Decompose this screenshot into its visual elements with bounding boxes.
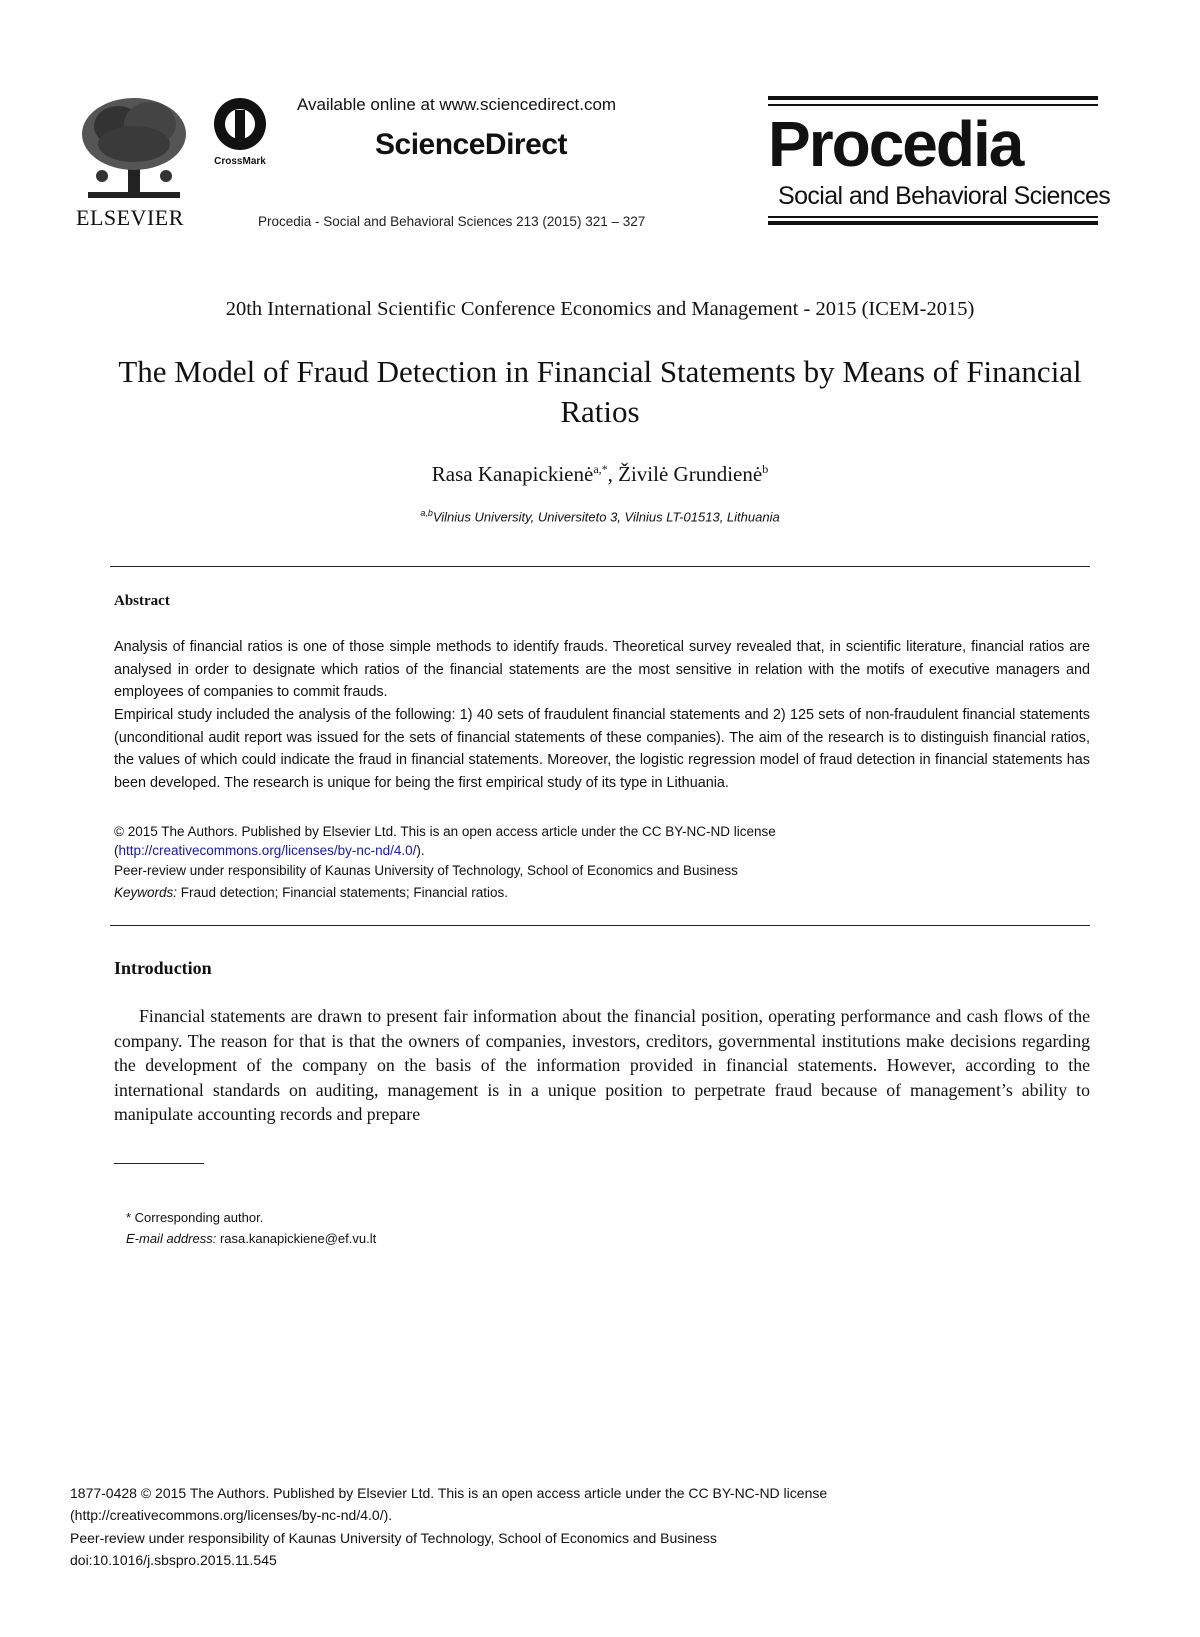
procedia-top-rule-thin bbox=[768, 104, 1098, 106]
abstract-paragraph: Analysis of financial ratios is one of those simple methods to identify frauds. Theoretical survey revealed that, in scientific literature, financial ratios are analysed in order to designate which ratios of the financial statements are the most sensitive in relation with the motifs of executive managers and employees of companies to commit frauds. bbox=[114, 639, 1090, 700]
abstract-paragraph: Empirical study included the analysis of the following: 1) 40 sets of fraudulent financial statements and 2) 125 sets of non-fraudulent financial statements (unconditional audit report was issued for the sets of financial statements of these companies). The aim of the research is to distinguish financial ratios, the values of which could indicate the fraud in financial statements. Moreover, the logistic regression model of fraud detection in financial statements has been developed. The research is unique for being the first empirical study of its type in Lithuania. bbox=[114, 707, 1090, 791]
author-separator: , bbox=[607, 462, 619, 486]
author-list bbox=[0, 462, 1200, 487]
introduction-paragraph: Financial statements are drawn to present fair information about the financial position, operating performance and cash flows of the company. The reason for that is that the owners of companies, investors, creditors, governmental institutions make decisions regarding the development of the company on the basis of the information provided in financial statements. However, according to the international standards on auditing, management is in a unique position to perpetrate fraud because of management’s ability to manipulate accounting records and prepare bbox=[114, 1006, 1090, 1125]
author-mark: b bbox=[762, 462, 769, 476]
footer-license-line: (http://creativecommons.org/licenses/by-nc-nd/4.0/). bbox=[70, 1507, 393, 1523]
footnote-rule bbox=[114, 1163, 204, 1164]
elsevier-tree-logo bbox=[78, 96, 190, 202]
abstract-bottom-rule bbox=[110, 925, 1090, 926]
keywords-label: Keywords: bbox=[114, 885, 178, 900]
elsevier-wordmark: ELSEVIER bbox=[76, 205, 184, 230]
introduction-heading: Introduction bbox=[114, 958, 212, 978]
footer-peer-review: Peer-review under responsibility of Kaunas University of Technology, School of Economics and Business bbox=[70, 1530, 717, 1546]
crossmark-label: CrossMark bbox=[214, 156, 266, 167]
affiliation bbox=[0, 508, 1200, 524]
copyright-line: © 2015 The Authors. Published by Elsevier Ltd. This is an open access article under the CC BY-NC-ND license bbox=[114, 824, 776, 839]
conference-name: 20th International Scientific Conference Economics and Management - 2015 (ICEM-2015) bbox=[225, 298, 975, 320]
paper-title: The Model of Fraud Detection in Financial Statements by Means of Financial Ratios bbox=[118, 354, 1082, 429]
corresponding-author-note: * Corresponding author. bbox=[126, 1210, 264, 1225]
procedia-bottom-rule-thin bbox=[768, 216, 1098, 218]
footer-doi: doi:10.1016/j.sbspro.2015.11.545 bbox=[70, 1552, 277, 1568]
procedia-bottom-rule bbox=[768, 221, 1098, 225]
procedia-brand-subtitle: Social and Behavioral Sciences bbox=[778, 182, 1111, 210]
keywords-line bbox=[114, 885, 508, 900]
journal-citation: Procedia - Social and Behavioral Sciences 213 (2015) 321 – 327 bbox=[258, 214, 646, 229]
crossmark-icon bbox=[206, 96, 274, 168]
abstract-heading: Abstract bbox=[114, 593, 170, 609]
keywords-text: Fraud detection; Financial statements; Financial ratios. bbox=[180, 885, 508, 900]
available-online-text: Available online at www.sciencedirect.com bbox=[297, 95, 617, 114]
email-address: rasa.kanapickiene@ef.vu.lt bbox=[219, 1231, 377, 1246]
procedia-top-rule bbox=[768, 96, 1098, 100]
email-note bbox=[126, 1231, 376, 1246]
footer-issn-line: 1877-0428 © 2015 The Authors. Published by Elsevier Ltd. This is an open access article under the CC BY-NC-ND license bbox=[70, 1485, 828, 1501]
author-name: Živilė Grundienė bbox=[618, 462, 763, 486]
license-link[interactable]: http://creativecommons.org/licenses/by-nc-nd/4.0/ bbox=[118, 843, 417, 858]
license-line bbox=[114, 843, 425, 858]
procedia-brand: Procedia bbox=[768, 108, 1023, 180]
license-open-paren: ( bbox=[114, 843, 119, 858]
affiliation-mark: a,b bbox=[420, 508, 433, 518]
sciencedirect-logo-text: ScienceDirect bbox=[375, 128, 567, 161]
author-name: Rasa Kanapickienė bbox=[431, 462, 594, 486]
peer-review-line: Peer-review under responsibility of Kaunas University of Technology, School of Economics and Business bbox=[114, 863, 738, 878]
abstract-top-rule bbox=[110, 566, 1090, 567]
email-label: E-mail address: bbox=[126, 1231, 217, 1246]
author-mark: a,* bbox=[593, 462, 608, 476]
affiliation-text: Vilnius University, Universiteto 3, Vilnius LT-01513, Lithuania bbox=[432, 509, 780, 525]
license-close-paren: ). bbox=[416, 843, 425, 858]
